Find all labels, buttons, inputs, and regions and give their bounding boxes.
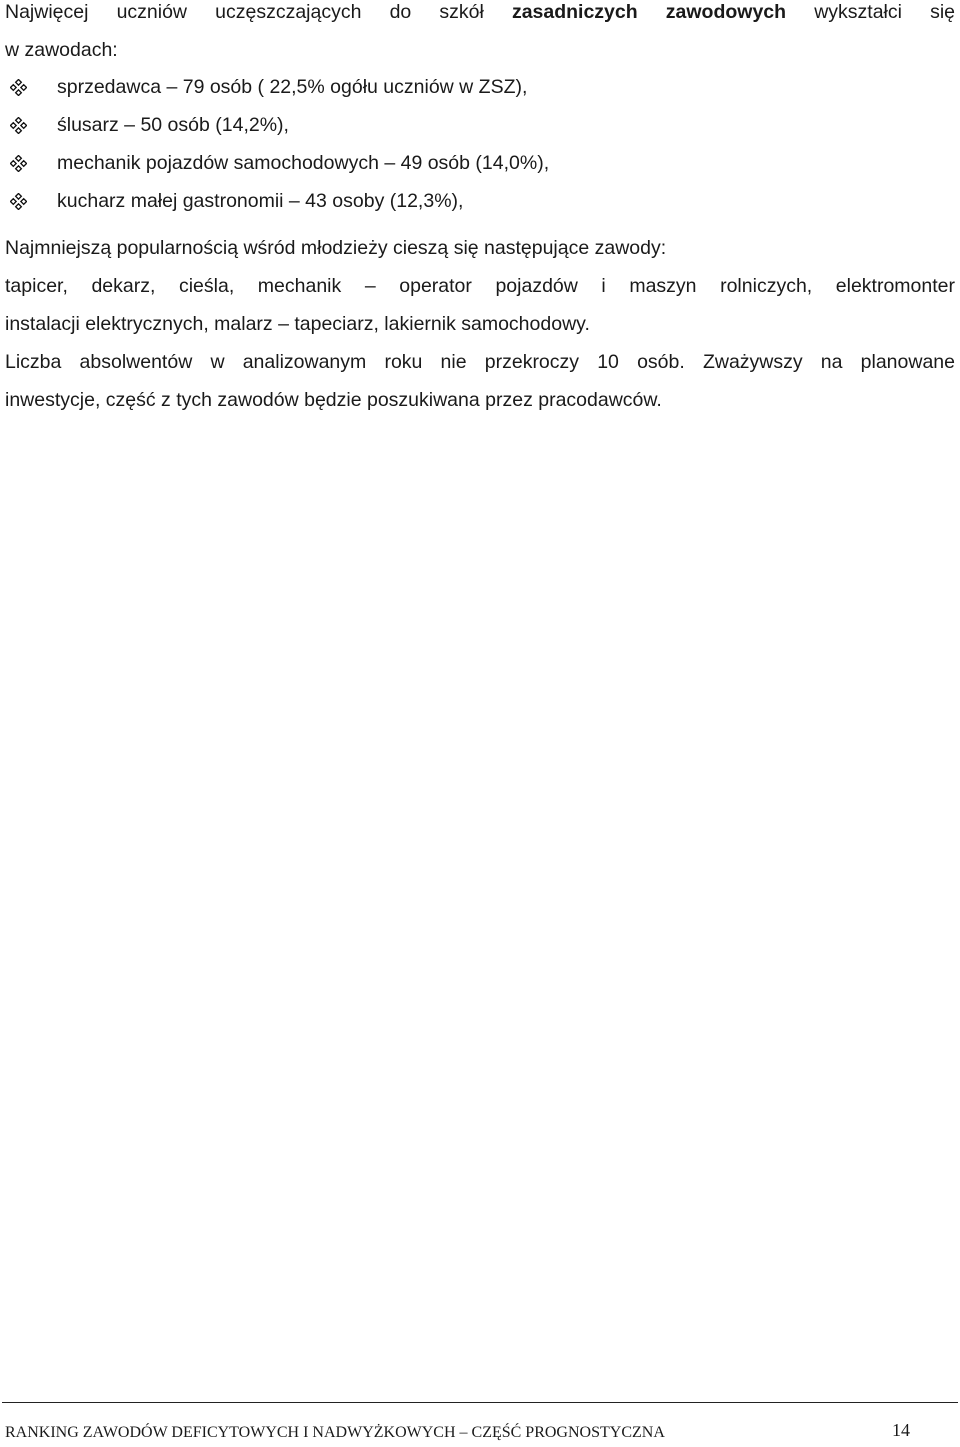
list-item-text: sprzedawca – 79 osób ( 22,5% ogółu uczniów w ZSZ), xyxy=(57,76,528,98)
least-popular-line-2: tapicer, dekarz, cieśla, mechanik – operator pojazdów i maszyn rolniczych, elektromonter xyxy=(5,275,955,297)
four-diamond-bullet-icon xyxy=(10,79,27,96)
list-item xyxy=(0,144,960,182)
intro-paragraph xyxy=(5,0,955,69)
four-diamond-bullet-icon xyxy=(10,193,27,210)
least-popular-line-5: inwestycje, część z tych zawodów będzie poszukiwana przez pracodawców. xyxy=(5,389,662,411)
four-diamond-bullet-icon xyxy=(10,117,27,134)
intro-line-2: w zawodach: xyxy=(5,39,118,61)
list-item-text: ślusarz – 50 osób (14,2%), xyxy=(57,114,289,136)
list-item xyxy=(0,68,960,106)
footer-title: RANKING ZAWODÓW DEFICYTOWYCH I NADWYŻKOWYCH – CZĘŚĆ PROGNOSTYCZNA xyxy=(5,1424,665,1441)
least-popular-line-1: Najmniejszą popularnością wśród młodzieży cieszą się następujące zawody: xyxy=(5,237,667,259)
intro-text-bold: zasadniczych zawodowych xyxy=(511,1,787,23)
footer-divider xyxy=(2,1402,958,1403)
intro-line-1 xyxy=(5,0,955,31)
list-item-text: mechanik pojazdów samochodowych – 49 osób (14,0%), xyxy=(57,152,550,174)
four-diamond-bullet-icon xyxy=(10,155,27,172)
list-item xyxy=(0,106,960,144)
list-item xyxy=(0,182,960,220)
occupation-list xyxy=(0,68,960,220)
intro-text-post: wykształci się xyxy=(814,1,955,23)
least-popular-paragraph xyxy=(5,229,955,419)
least-popular-line-3: instalacji elektrycznych, malarz – tapeciarz, lakiernik samochodowy. xyxy=(5,313,590,335)
least-popular-line-4: Liczba absolwentów w analizowanym roku nie przekroczy 10 osób. Zważywszy na planowane xyxy=(5,351,955,373)
page-number: 14 xyxy=(892,1420,910,1440)
intro-text-pre: Najwięcej uczniów uczęszczających do szkół xyxy=(5,1,484,23)
list-item-text: kucharz małej gastronomii – 43 osoby (12,3%), xyxy=(57,190,464,212)
